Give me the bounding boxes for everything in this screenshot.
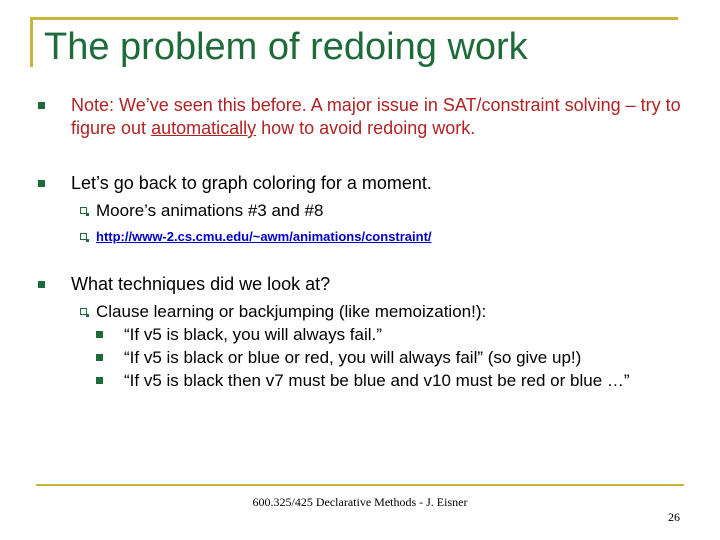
bullet-techniques-text: What techniques did we look at?	[71, 274, 331, 294]
square-bullet-icon	[96, 331, 103, 338]
page-number: 26	[668, 510, 680, 524]
bullet-note-text	[71, 94, 698, 140]
title-rule-left	[30, 17, 33, 67]
animations-link[interactable]: http://www-2.cs.cmu.edu/~awm/animations/constraint/	[96, 229, 432, 244]
footer-rule	[36, 484, 684, 486]
square-bullet-icon	[96, 377, 103, 384]
list-item	[96, 324, 696, 345]
bullet-note-before: Note: We’ve seen this before. A major issue in SAT/constraint solving – try to figure out	[71, 95, 681, 138]
sub-bullet-link	[80, 226, 700, 247]
list-item-text: “If v5 is black or blue or red, you will always fail” (so give up!)	[124, 348, 582, 367]
bullet-techniques	[38, 273, 698, 296]
square-bullet-icon	[38, 180, 45, 187]
bullet-note	[38, 94, 698, 140]
list-item	[96, 370, 696, 391]
sub-bullet-clause-learning	[80, 301, 700, 322]
square-bullet-icon	[96, 354, 103, 361]
square-bullet-icon	[38, 281, 45, 288]
hollow-square-bullet-icon	[80, 233, 87, 240]
bullet-note-after: how to avoid redoing work.	[256, 118, 476, 138]
bullet-graph-coloring-text: Let’s go back to graph coloring for a moment.	[71, 173, 432, 193]
list-item-text: “If v5 is black then v7 must be blue and v10 must be red or blue …”	[124, 371, 630, 390]
sub-bullet-clause-learning-text: Clause learning or backjumping (like memoization!):	[96, 302, 487, 321]
title-rule-top	[30, 17, 678, 20]
list-item-text: “If v5 is black, you will always fail.”	[124, 325, 382, 344]
square-bullet-icon	[38, 102, 45, 109]
list-item	[96, 347, 696, 368]
hollow-square-bullet-icon	[80, 308, 87, 315]
bullet-graph-coloring	[38, 172, 698, 195]
hollow-square-bullet-icon	[80, 207, 87, 214]
sub-bullet-animations-text: Moore’s animations #3 and #8	[96, 201, 324, 220]
bullet-note-underlined: automatically	[151, 118, 257, 138]
footer-text: 600.325/425 Declarative Methods - J. Eisner	[252, 495, 468, 509]
sub-bullet-animations	[80, 200, 700, 221]
slide-title: The problem of redoing work	[44, 26, 528, 68]
